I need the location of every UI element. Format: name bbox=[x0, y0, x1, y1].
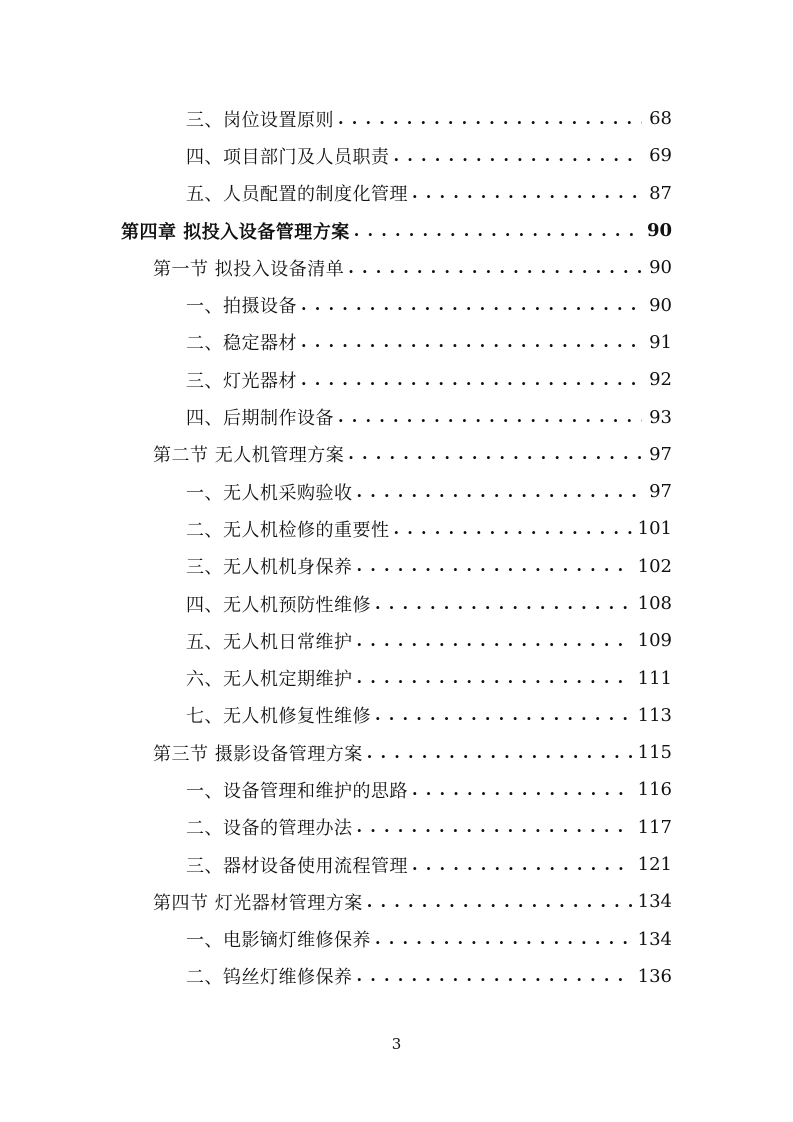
toc-entry-page: 111 bbox=[637, 667, 672, 689]
toc-entry-title: 五、无人机日常维护 bbox=[186, 631, 353, 653]
dot-leader bbox=[394, 146, 643, 166]
toc-entry-page: 90 bbox=[646, 220, 672, 242]
toc-entry-page: 90 bbox=[649, 257, 672, 279]
toc-subsection-row[interactable] bbox=[0, 286, 793, 323]
toc-entry-page: 136 bbox=[637, 965, 672, 987]
dot-leader bbox=[338, 407, 642, 427]
toc-subsection-row[interactable] bbox=[0, 622, 793, 659]
table-of-contents bbox=[0, 100, 793, 995]
dot-leader bbox=[357, 631, 632, 651]
dot-leader bbox=[348, 258, 642, 278]
dot-leader bbox=[367, 743, 632, 763]
toc-subsection-row[interactable] bbox=[0, 361, 793, 398]
toc-entry-page: 91 bbox=[649, 331, 672, 353]
dot-leader bbox=[412, 183, 642, 203]
toc-entry-page: 108 bbox=[637, 593, 672, 614]
toc-subsection-row[interactable] bbox=[0, 324, 793, 361]
dot-leader bbox=[375, 929, 632, 949]
dot-leader bbox=[301, 370, 642, 390]
toc-entry-title: 五、人员配置的制度化管理 bbox=[186, 184, 408, 206]
toc-entry-page: 116 bbox=[637, 779, 672, 801]
dot-leader bbox=[357, 668, 632, 688]
toc-subsection-row[interactable] bbox=[0, 100, 793, 137]
dot-leader bbox=[375, 705, 632, 725]
toc-entry-title: 二、设备的管理办法 bbox=[186, 818, 353, 840]
toc-entry-title: 四、无人机预防性维修 bbox=[186, 594, 371, 616]
toc-entry-page: 97 bbox=[649, 481, 672, 503]
dot-leader bbox=[357, 966, 632, 986]
dot-leader bbox=[357, 556, 632, 576]
toc-entry-title: 三、灯光器材 bbox=[186, 370, 297, 392]
toc-entry-title: 三、无人机机身保养 bbox=[186, 557, 353, 579]
toc-subsection-row[interactable] bbox=[0, 175, 793, 212]
toc-subsection-row[interactable] bbox=[0, 697, 793, 734]
toc-section-row[interactable] bbox=[0, 436, 793, 473]
toc-entry-title: 第四章 拟投入设备管理方案 bbox=[121, 221, 350, 243]
toc-subsection-row[interactable] bbox=[0, 659, 793, 696]
toc-subsection-row[interactable] bbox=[0, 846, 793, 883]
toc-chapter-row[interactable] bbox=[0, 212, 793, 249]
dot-leader bbox=[301, 295, 642, 315]
toc-entry-page: 117 bbox=[637, 816, 672, 838]
dot-leader bbox=[338, 109, 642, 129]
toc-entry-title: 一、无人机采购验收 bbox=[186, 482, 353, 504]
toc-entry-title: 一、电影镝灯维修保养 bbox=[186, 930, 371, 952]
toc-entry-title: 二、无人机检修的重要性 bbox=[186, 519, 390, 541]
toc-subsection-row[interactable] bbox=[0, 771, 793, 808]
dot-leader bbox=[357, 482, 643, 502]
toc-entry-page: 113 bbox=[637, 704, 672, 726]
toc-subsection-row[interactable] bbox=[0, 398, 793, 435]
toc-entry-title: 第一节 拟投入设备清单 bbox=[153, 258, 345, 280]
toc-entry-page: 93 bbox=[649, 406, 672, 428]
toc-entry-page: 69 bbox=[649, 145, 672, 167]
toc-entry-title: 第三节 摄影设备管理方案 bbox=[153, 743, 363, 765]
toc-entry-title: 四、后期制作设备 bbox=[186, 408, 334, 430]
toc-entry-title: 第二节 无人机管理方案 bbox=[153, 445, 345, 467]
toc-entry-page: 97 bbox=[649, 443, 672, 465]
toc-section-row[interactable] bbox=[0, 734, 793, 771]
toc-entry-page: 68 bbox=[649, 108, 672, 130]
toc-subsection-row[interactable] bbox=[0, 510, 793, 547]
dot-leader bbox=[412, 855, 632, 875]
toc-entry-page: 115 bbox=[637, 742, 672, 764]
dot-leader bbox=[375, 594, 632, 614]
toc-entry-page: 102 bbox=[637, 555, 672, 577]
dot-leader bbox=[394, 519, 632, 539]
dot-leader bbox=[348, 444, 642, 464]
toc-entry-page: 121 bbox=[637, 854, 672, 876]
dot-leader bbox=[357, 817, 632, 837]
toc-section-row[interactable] bbox=[0, 249, 793, 286]
toc-subsection-row[interactable] bbox=[0, 921, 793, 958]
toc-entry-title: 六、无人机定期维护 bbox=[186, 669, 353, 691]
toc-subsection-row[interactable] bbox=[0, 585, 793, 622]
toc-entry-title: 一、拍摄设备 bbox=[186, 296, 297, 318]
toc-subsection-row[interactable] bbox=[0, 137, 793, 174]
toc-entry-title: 七、无人机修复性维修 bbox=[186, 706, 371, 728]
toc-entry-page: 134 bbox=[637, 891, 672, 913]
toc-entry-title: 三、器材设备使用流程管理 bbox=[186, 855, 408, 877]
toc-entry-title: 一、设备管理和维护的思路 bbox=[186, 780, 408, 802]
toc-entry-page: 101 bbox=[637, 518, 672, 540]
toc-entry-title: 二、稳定器材 bbox=[186, 333, 297, 355]
toc-subsection-row[interactable] bbox=[0, 809, 793, 846]
toc-entry-page: 134 bbox=[637, 928, 672, 950]
dot-leader bbox=[412, 780, 632, 800]
toc-entry-title: 第四节 灯光器材管理方案 bbox=[153, 892, 363, 914]
page-number: 3 bbox=[391, 1035, 402, 1053]
toc-entry-title: 三、岗位设置原则 bbox=[186, 109, 334, 131]
dot-leader bbox=[367, 892, 632, 912]
toc-entry-title: 二、钨丝灯维修保养 bbox=[186, 967, 353, 989]
dot-leader bbox=[301, 332, 642, 352]
toc-section-row[interactable] bbox=[0, 883, 793, 920]
dot-leader bbox=[354, 221, 641, 241]
toc-entry-page: 109 bbox=[637, 630, 672, 652]
toc-entry-title: 四、项目部门及人员职责 bbox=[186, 146, 390, 168]
toc-subsection-row[interactable] bbox=[0, 548, 793, 585]
toc-subsection-row[interactable] bbox=[0, 958, 793, 995]
toc-subsection-row[interactable] bbox=[0, 473, 793, 510]
toc-entry-page: 87 bbox=[649, 182, 672, 204]
toc-entry-page: 90 bbox=[649, 294, 672, 316]
toc-entry-page: 92 bbox=[649, 369, 672, 391]
